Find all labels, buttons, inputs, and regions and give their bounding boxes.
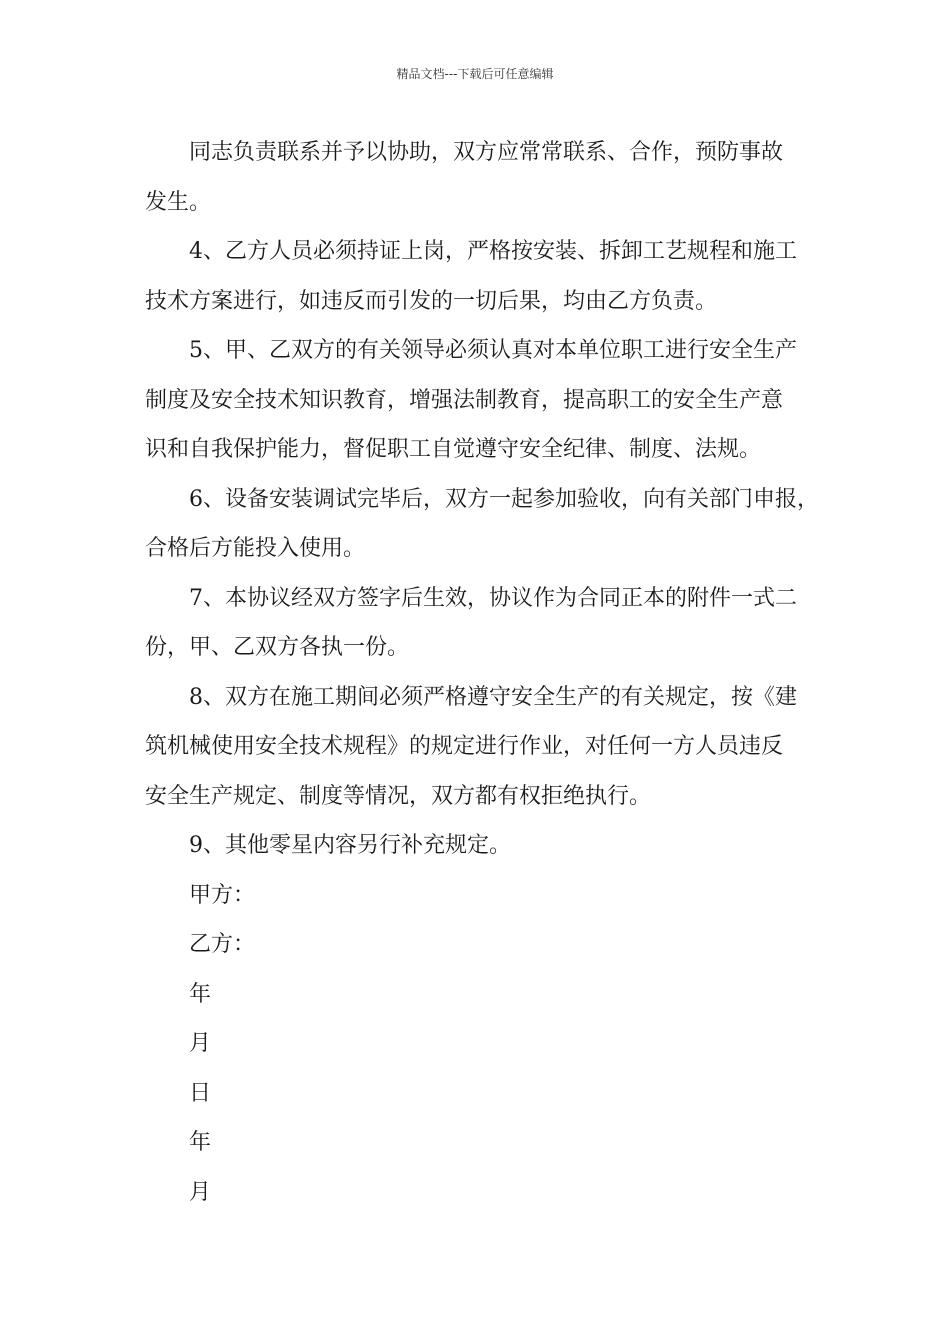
- day-label: 日: [189, 1080, 212, 1106]
- month-label: 月: [189, 1031, 212, 1056]
- line: 识和自我保护能力，督促职工自觉遵守安全纪律、制度、法规。: [145, 437, 762, 462]
- document-body: [145, 128, 825, 1217]
- clause-7: [145, 574, 825, 673]
- clause-4: [145, 227, 825, 326]
- clause-6: [145, 475, 825, 574]
- line: 筑机械使用安全技术规程》的规定进行作业，对任何一方人员违反: [145, 734, 784, 759]
- line: 合格后方能投入使用。: [145, 536, 366, 561]
- year-label: 年: [189, 981, 212, 1007]
- line: 9、其他零星内容另行补充规定。: [189, 833, 511, 858]
- clause-8: [145, 673, 825, 822]
- line: 6、设备安装调试完毕后，双方一起参加验收，向有关部门申报，: [189, 486, 819, 512]
- paragraph-cooperation: [145, 128, 825, 227]
- year-label: 年: [189, 1130, 212, 1155]
- line: 同志负责联系并予以协助，双方应常常联系、合作，预防事故: [189, 140, 784, 165]
- line: 4、乙方人员必须持证上岗，严格按安装、拆卸工艺规程和施工: [189, 239, 797, 264]
- line: 7、本协议经双方签字后生效，协议作为合同正本的附件一式二: [189, 585, 797, 611]
- clause-5: [145, 326, 825, 475]
- page-header: 精品文档---下载后可任意编辑: [396, 67, 554, 81]
- line: 8、双方在施工期间必须严格遵守安全生产的有关规定，按《建: [189, 684, 797, 710]
- clause-9: [145, 821, 825, 871]
- line: 发生。: [145, 189, 212, 215]
- party-b-label: 乙方：: [189, 932, 256, 957]
- line: 制度及安全技术知识教育，增强法制教育，提高职工的安全生产意: [145, 387, 784, 413]
- month-label: 月: [189, 1179, 212, 1205]
- line: 5、甲、乙双方的有关领导必须认真对本单位职工进行安全生产: [189, 338, 797, 363]
- line: 技术方案进行，如违反而引发的一切后果，均由乙方负责。: [145, 288, 718, 314]
- line: 份，甲、乙双方各执一份。: [145, 635, 410, 660]
- line: 安全生产规定、制度等情况，双方都有权拒绝执行。: [145, 783, 652, 809]
- party-a-label: 甲方：: [189, 882, 256, 908]
